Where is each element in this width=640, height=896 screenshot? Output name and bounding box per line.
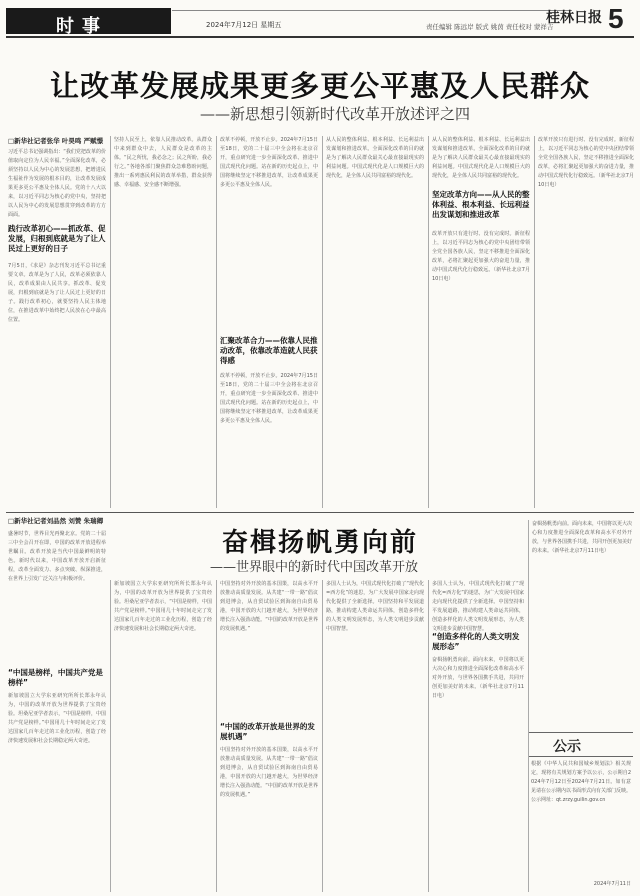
article1-subhead-3: 坚定改革方向——从人民的整体利益、根本利益、长远利益出发谋划和推进改革 <box>432 190 530 219</box>
article1-column-7: 改革开放只有进行时、没有完成时。新征程上，以习近平同志为核心的党中央团结带领全党全国各族人民，坚定不移推进全面深化改革，必将汇聚起更加强大的奋进力量，推动中国式现代化行稳致远。（新华社北京7月10日电） <box>538 137 634 188</box>
article2-subhead-2: “中国的改革开放是世界的发展机遇” <box>220 722 315 741</box>
article2-column-4b: 中国坚持对外开放的基本国策，以高水平开放推动高质量发展。从共建“一带一路”倡议到进博会，从自贸试验区到海南自由贸易港，中国开放的大门越开越大，为世界经济增长注入强劲动能。“中国的改革开放是世界的发展机遇。” <box>220 747 318 798</box>
article1-column-3: 坚持人民至上，依靠人民推动改革。从群众中来到群众中去，人民群众是改革的主体。“民之所忧，我必念之；民之所盼，我必行之。”各地各部门聚焦群众急难愁盼问题，推出一系列惠民利民的改革举措，群众获得感、幸福感、安全感不断增强。 <box>114 137 212 188</box>
column-divider <box>322 580 323 892</box>
article2-subhead-3: “创造多样化的人类文明发展形态” <box>432 632 520 651</box>
column-divider <box>534 136 535 508</box>
article1-column-6: 改革开放只有进行时、没有完成时。新征程上，以习近平同志为核心的党中央团结带领全党全国各族人民，坚定不移推进全面深化改革，必将汇聚起更加强大的奋进力量，推动中国式现代化行稳致远。（新华社北京7月10日电） <box>432 231 530 282</box>
notice-rule <box>529 756 633 757</box>
column-divider <box>428 580 429 892</box>
article2-column-3: 新加坡国立大学东亚研究所所长郑永年认为，中国的改革开放为世界提供了宝贵经验。坦桑尼亚学者表示，“中国是榜样，中国共产党是榜样。”中国用几十年时间走完了发达国家几百年走过的工业化历程，创造了经济快速发展和社会长期稳定两大奇迹。 <box>114 581 212 632</box>
article1-column-4b: 改革不停顿，开放不止步。2024年7月15日至18日，党的二十届三中全会将在北京召开，重点研究进一步全面深化改革、推进中国式现代化问题。站在新的历史起点上，中国将继续坚定不移推进改革，让改革成果更多更公平惠及全体人民。 <box>220 373 318 424</box>
article2-subhead-1: “中国是榜样，中国共产党是榜样” <box>8 668 103 687</box>
notice-rule <box>529 732 633 733</box>
notice-body: 根据《中华人民共和国城乡规划法》相关规定，现将有关规划方案予以公示，公示期自2024年7月12日至2024年7月21日。如有意见请在公示期内以书面形式向有关部门反映。公示网址：qt.zrzy.guilin.gov.cn <box>531 761 632 803</box>
page-number: 5 <box>608 3 624 34</box>
article1-column-1: 习近平总书记强调指出：“我们党把改革的价值取向定位为人民幸福。”全面深化改革，必须坚持以人民为中心的发展思想，把增进民生福祉作为发展的根本目的，让改革发展成果更多更公平惠及全体人民。党的十八大以来，以习近平同志为核心的党中央，坚持把以人民为中心的发展思想贯穿到改革的方方面面。 <box>8 149 106 218</box>
article-separator <box>6 512 634 513</box>
staff-credits: 责任编辑 陈远岸 版式 姚茵 责任校对 蒙祥吉 <box>426 23 554 31</box>
article2-column-5: 多国人士认为，中国式现代化打破了“现代化=西方化”的迷思，为广大发展中国家走向现代化提供了全新选择。中国坚持和平发展道路，推动构建人类命运共同体，创造多样化的人类文明发展形态，为人类文明进步贡献中国智慧。 <box>326 581 424 632</box>
article2-column-6: 奋楫扬帆勇向前。面向未来，中国将以更大决心和力度推进全面深化改革和高水平对外开放，与世界各国携手共进，共同开创更加美好的未来。（新华社北京7月11日电） <box>432 657 524 699</box>
notice-title: 公示 <box>553 739 581 755</box>
article1-subtitle: ——新思想引领新时代改革开放述评之四 <box>200 105 471 123</box>
article2-column-4: 中国坚持对外开放的基本国策，以高水平开放推动高质量发展。从共建“一带一路”倡议到进博会，从自贸试验区到海南自由贸易港，中国开放的大门越开越大，为世界经济增长注入强劲动能。“中国的改革开放是世界的发展机遇。” <box>220 581 318 632</box>
article1-column-6a: 从人民的整体利益、根本利益、长远利益出发谋划和推进改革。全面深化改革的目的就是为了解决人民群众最关心最直接最现实的利益问题。中国式现代化是人口规模巨大的现代化，是全体人民共同富裕的现代化。 <box>432 137 530 179</box>
column-divider <box>216 136 217 508</box>
article2-column-6a: 多国人士认为，中国式现代化打破了“现代化=西方化”的迷思，为广大发展中国家走向现代化提供了全新选择。中国坚持和平发展道路，推动构建人类命运共同体，创造多样化的人类文明发展形态，为人类文明进步贡献中国智慧。 <box>432 581 524 632</box>
column-divider <box>428 136 429 508</box>
article1-column-5: 从人民的整体利益、根本利益、长远利益出发谋划和推进改革。全面深化改革的目的就是为了解决人民群众最关心最直接最现实的利益问题。中国式现代化是人口规模巨大的现代化，是全体人民共同富裕的现代化。 <box>326 137 424 179</box>
article1-column-2: 7月5日，《求是》杂志刊发习近平总书记重要文章。改革是为了人民，改革必须依靠人民，改革成果由人民共享。抓改革、促发展，归根到底就是为了让人民过上更好的日子。践行改革初心，就要坚持人民主体地位，在推进改革中始终把人民放在心中最高位置。 <box>8 263 106 323</box>
public-notice <box>529 732 633 892</box>
issue-date: 2024年7月12日 星期五 <box>206 21 282 29</box>
section-name: 时事 <box>56 16 108 37</box>
article1-subhead-1: 践行改革初心——抓改革、促发展，归根到底就是为了让人民过上更好的日子 <box>8 224 106 253</box>
paper-name: 桂林日报 <box>546 10 602 26</box>
notice-date: 2024年7月11日 <box>593 881 631 887</box>
column-divider <box>110 136 111 508</box>
column-divider <box>216 580 217 892</box>
article2-column-2: 新加坡国立大学东亚研究所所长郑永年认为，中国的改革开放为世界提供了宝贵经验。坦桑尼亚学者表示，“中国是榜样，中国共产党是榜样。”中国用几十年时间走完了发达国家几百年走过的工业化历程，创造了经济快速发展和社会长期稳定两大奇迹。 <box>8 693 106 744</box>
page-header <box>6 3 634 38</box>
article1-subhead-2: 汇聚改革合力——依靠人民推动改革，依靠改革造就人民获得感 <box>220 336 318 365</box>
article2-headline: 奋楫扬帆勇向前 <box>221 528 418 558</box>
article2-byline: □新华社记者刘品然 刘赞 朱瑞卿 <box>8 517 104 525</box>
section-banner <box>6 8 171 37</box>
article2-column-7: 奋楫扬帆勇向前。面向未来，中国将以更大决心和力度推进全面深化改革和高水平对外开放，与世界各国携手共进，共同开创更加美好的未来。（新华社北京7月11日电） <box>532 521 633 554</box>
article2-subtitle: ——世界眼中的新时代中国改革开放 <box>210 560 419 575</box>
article1-column-4: 改革不停顿，开放不止步。2024年7月15日至18日，党的二十届三中全会将在北京召开，重点研究进一步全面深化改革、推进中国式现代化问题。站在新的历史起点上，中国将继续坚定不移推进改革，让改革成果更多更公平惠及全体人民。 <box>220 137 318 188</box>
column-divider <box>110 580 111 892</box>
column-divider <box>322 136 323 508</box>
article2-column-1: 盛暑时节，世界目光再聚北京。党的二十届三中全会召开在即，中国的改革开放进程举世瞩目。改革开放是当代中国最鲜明的特色。新时代以来，中国改革开放开启新征程，改革全面发力、多点突破、纵深推进，在世界上引发广泛关注与积极评价。 <box>8 531 106 582</box>
article1-byline: □新华社记者张华 叶昊鸣 严赋憬 <box>8 137 104 145</box>
article1-headline: 让改革发展成果更多更公平惠及人民群众 <box>49 69 590 103</box>
